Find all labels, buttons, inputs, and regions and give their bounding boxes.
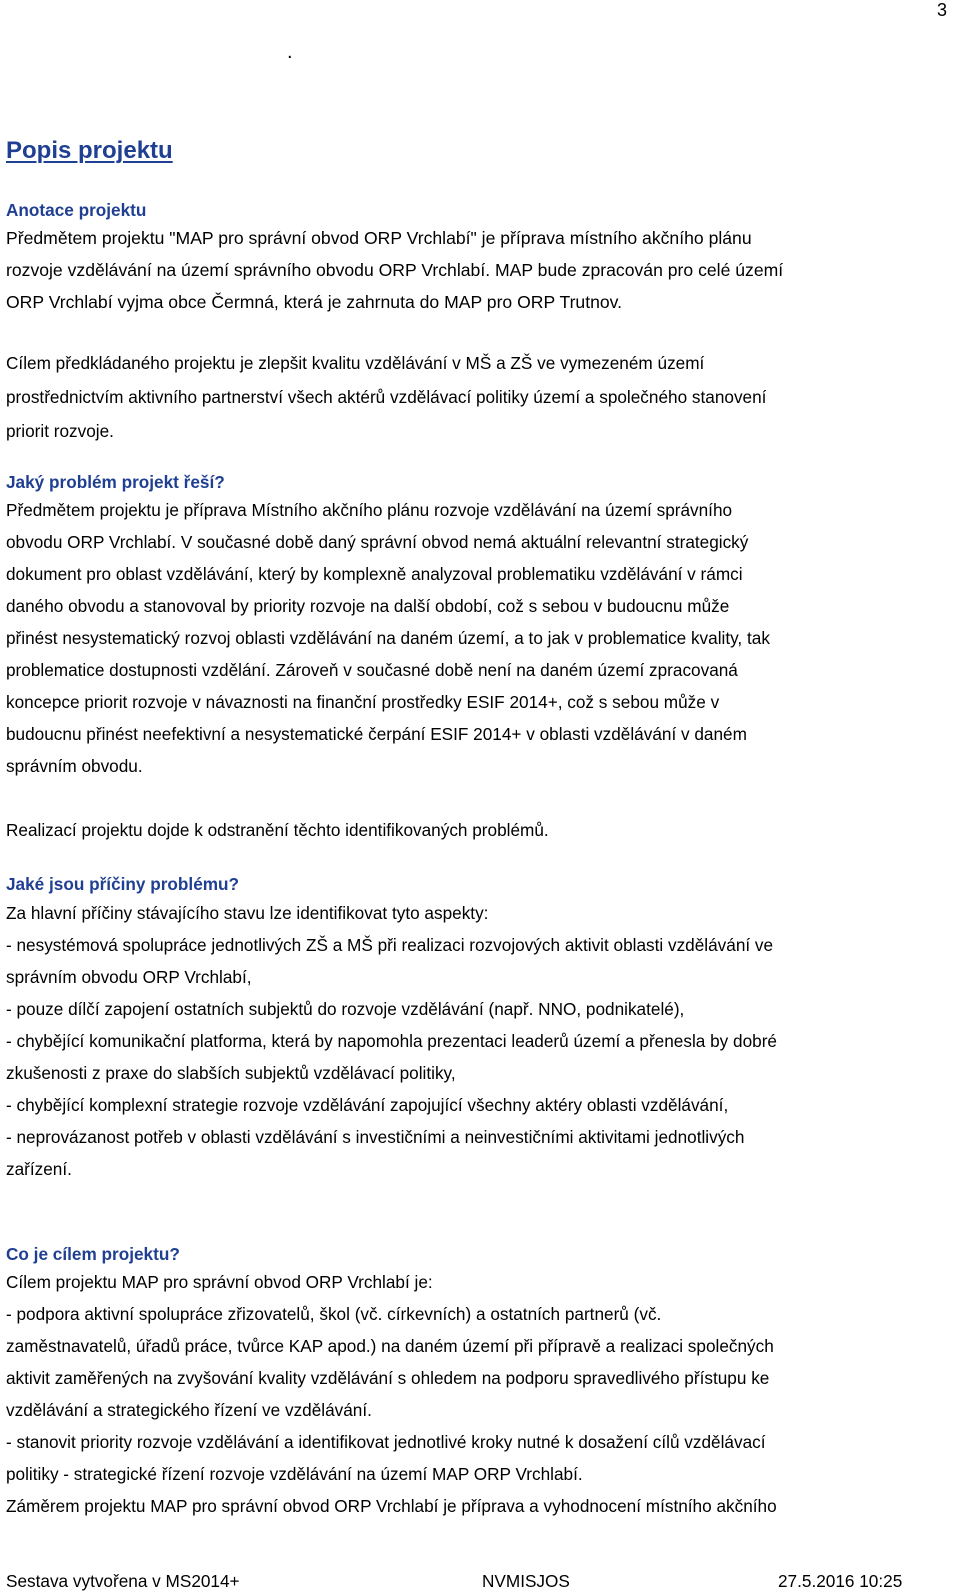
cil-line: aktivit zaměřených na zvyšování kvality vzdělávání s ohledem na podporu spravedlivého přístupu ke bbox=[6, 1368, 770, 1388]
priciny-line: - pouze dílčí zapojení ostatních subjektů do rozvoje vzdělávání (např. NNO, podnikatelé), bbox=[6, 999, 685, 1019]
cil-line: - podpora aktivní spolupráce zřizovatelů, škol (vč. církevních) a ostatních partnerů (vč. bbox=[6, 1304, 662, 1324]
problem-line: obvodu ORP Vrchlabí. V současné době daný správní obvod nemá aktuální relevantní strategický bbox=[6, 532, 749, 552]
page-title: Popis projektu bbox=[6, 137, 173, 164]
cil-line: politiky - strategické řízení rozvoje vzdělávání na území MAP ORP Vrchlabí. bbox=[6, 1464, 583, 1484]
anotace-cil-line: Cílem předkládaného projektu je zlepšit kvalitu vzdělávání v MŠ a ZŠ ve vymezeném území bbox=[6, 353, 705, 373]
anotace-cil-line: prostřednictvím aktivního partnerství všech aktérů vzdělávací politiky území a společného stanovení bbox=[6, 387, 767, 407]
priciny-line: Za hlavní příčiny stávajícího stavu lze identifikovat tyto aspekty: bbox=[6, 903, 489, 923]
problem-line: problematice dostupnosti vzdělání. Zároveň v současné době není na daném území zpracovaná bbox=[6, 660, 738, 680]
priciny-line: - nesystémová spolupráce jednotlivých ZŠ a MŠ při realizaci rozvojových aktivit oblasti vzdělávání ve bbox=[6, 935, 774, 955]
priciny-line: zkušenosti z praxe do slabších subjektů vzdělávací politiky, bbox=[6, 1063, 456, 1083]
problem-line: Předmětem projektu je příprava Místního akčního plánu rozvoje vzdělávání na území správního bbox=[6, 500, 733, 520]
problem-line: koncepce priorit rozvoje v návaznosti na finanční prostředky ESIF 2014+, což s sebou může v bbox=[6, 692, 720, 712]
priciny-line: - chybějící komplexní strategie rozvoje vzdělávání zapojující všechny aktéry oblasti vzdělávání, bbox=[6, 1095, 729, 1115]
problem-line: daného obvodu a stanovoval by priority rozvoje na další období, což s sebou v budoucnu může bbox=[6, 596, 730, 616]
footer-report-source: Sestava vytvořena v MS2014+ bbox=[6, 1571, 240, 1591]
top-mark: . bbox=[287, 41, 293, 63]
anotace-cil-line: priorit rozvoje. bbox=[6, 421, 114, 441]
section-heading-cil: Co je cílem projektu? bbox=[6, 1244, 180, 1264]
priciny-line: - neprovázanost potřeb v oblasti vzdělávání s investičními a neinvestičními aktivitami jednotlivých bbox=[6, 1127, 745, 1147]
page-number: 3 bbox=[937, 0, 948, 20]
anotace-line: ORP Vrchlabí vyjma obce Čermná, která je zahrnuta do MAP pro ORP Trutnov. bbox=[6, 292, 623, 312]
anotace-line: Předmětem projektu "MAP pro správní obvod ORP Vrchlabí" je příprava místního akčního plánu bbox=[6, 228, 752, 248]
anotace-line: rozvoje vzdělávání na území správního obvodu ORP Vrchlabí. MAP bude zpracován pro celé území bbox=[6, 260, 784, 280]
section-heading-problem: Jaký problém projekt řeší? bbox=[6, 472, 225, 492]
footer-timestamp: 27.5.2016 10:25 bbox=[778, 1571, 903, 1591]
priciny-line: zařízení. bbox=[6, 1159, 72, 1179]
priciny-line: - chybějící komunikační platforma, která by napomohla prezentaci leaderů území a přenesla by dobré bbox=[6, 1031, 777, 1051]
priciny-line: správním obvodu ORP Vrchlabí, bbox=[6, 967, 252, 987]
cil-line: Záměrem projektu MAP pro správní obvod ORP Vrchlabí je příprava a vyhodnocení místního akčního bbox=[6, 1496, 777, 1516]
cil-line: zaměstnavatelů, úřadů práce, tvůrce KAP apod.) na daném území při přípravě a realizaci společných bbox=[6, 1336, 774, 1356]
problem-line: dokument pro oblast vzdělávání, který by komplexně analyzoval problematiku vzdělávání v rámci bbox=[6, 564, 743, 584]
section-heading-priciny: Jaké jsou příčiny problému? bbox=[6, 874, 240, 894]
problem-line: přinést nesystematický rozvoj oblasti vzdělávání na daném území, a to jak v problematice kvality, tak bbox=[6, 628, 770, 648]
problem-resolution: Realizací projektu dojde k odstranění těchto identifikovaných problémů. bbox=[6, 820, 549, 840]
section-heading-anotace: Anotace projektu bbox=[6, 200, 147, 220]
problem-line: budoucnu přinést neefektivní a nesystematické čerpání ESIF 2014+ v oblasti vzdělávání v daném bbox=[6, 724, 747, 744]
cil-line: - stanovit priority rozvoje vzdělávání a identifikovat jednotlivé kroky nutné k dosažení cílů vzdělávací bbox=[6, 1432, 766, 1452]
problem-line: správním obvodu. bbox=[6, 756, 143, 776]
cil-line: vzdělávání a strategického řízení ve vzdělávání. bbox=[6, 1400, 372, 1420]
footer-report-code: NVMISJOS bbox=[482, 1571, 570, 1591]
cil-line: Cílem projektu MAP pro správní obvod ORP Vrchlabí je: bbox=[6, 1272, 433, 1292]
